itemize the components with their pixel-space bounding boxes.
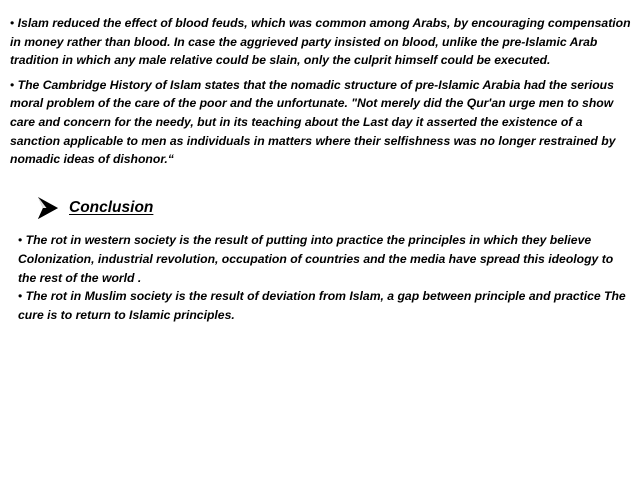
top-section: [10, 14, 632, 169]
bullet-point: •: [18, 233, 23, 247]
arrow-bullet-icon: [37, 196, 59, 220]
paragraph-text: Islam reduced the effect of blood feuds, which was common among Arabs, by encouraging compensation in money rather than blood. In case the aggrieved party insisted on blood, unlike the pre-Islamic Arab tradition in which any male relative could be slain, only the culprit himself could be executed.: [10, 16, 631, 68]
paragraph-western-society: [18, 231, 628, 287]
paragraph-cambridge-history: [10, 76, 632, 169]
bullet-point: •: [10, 16, 15, 30]
conclusion-title: Conclusion: [69, 199, 154, 216]
paragraph-blood-feuds: [10, 14, 632, 70]
paragraph-text: The Cambridge History of Islam states that the nomadic structure of pre-Islamic Arabia had the serious moral problem of the care of the poor and the unfortunate. "Not merely did the Qur'an urge men to show care and concern for the needy, but in its teaching about the Last day it asserted the existence of a sanction applicable to men as individuals in matters where their selfishness was no longer restrained by nomadic ideas of dishonor.“: [10, 77, 616, 167]
paragraph-text: The rot in western society is the result of putting into practice the principles in which they believe Colonization, industrial revolution, occupation of countries and the media have spread this ideology to the rest of the world .: [18, 233, 614, 285]
paragraph-muslim-society: [18, 287, 628, 325]
conclusion-section: [18, 231, 628, 325]
conclusion-heading: [37, 196, 153, 220]
paragraph-text: The rot in Muslim society is the result of deviation from Islam, a gap between principle and practice The cure is to return to Islamic principles.: [18, 289, 626, 323]
bullet-point: •: [10, 77, 15, 92]
bullet-point: •: [18, 289, 23, 304]
